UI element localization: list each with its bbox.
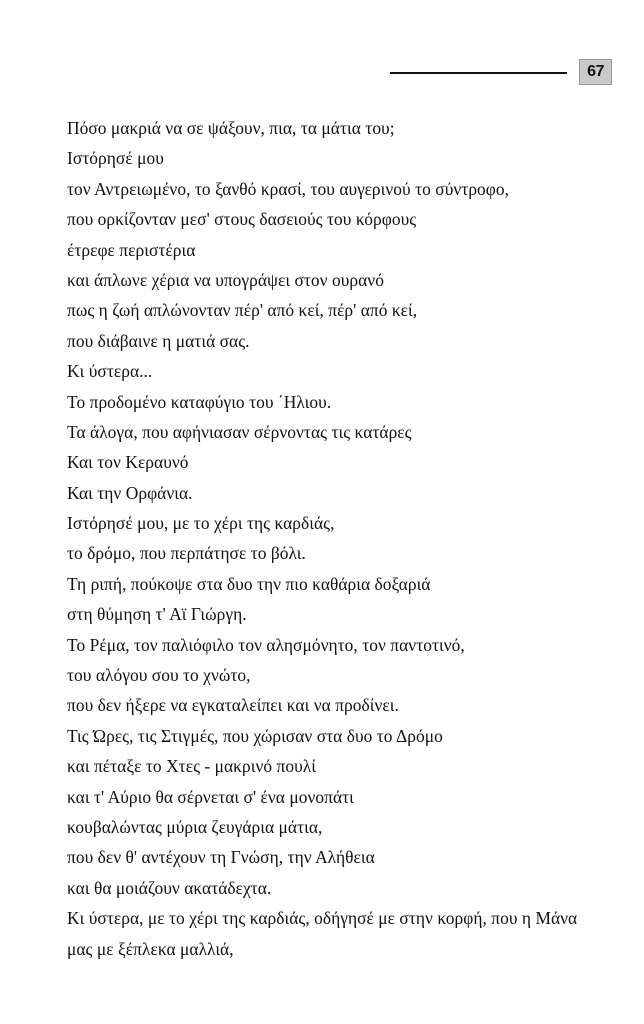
- poem-line: και πέταξε το Χτες - μακρινό πουλί: [67, 756, 316, 777]
- poem-line: και άπλωνε χέρια να υπογράψει στον ουρανό: [67, 269, 384, 290]
- poem-line: το δρόμο, που περπάτησε το βόλι.: [67, 543, 306, 564]
- poem-line: Το Ρέμα, τον παλιόφιλο τον αλησμόνητο, τον παντοτινό,: [67, 634, 465, 655]
- poem-line: έτρεφε περιστέρια: [67, 239, 196, 260]
- poem-line: Ιστόρησέ μου: [67, 148, 164, 169]
- poem-line: Ιστόρησέ μου, με το χέρι της καρδιάς,: [67, 513, 335, 534]
- poem-line: πως η ζωή απλώνονταν πέρ' από κεί, πέρ' από κεί,: [67, 300, 418, 321]
- poem-line: κουβαλώντας μύρια ζευγάρια μάτια,: [67, 816, 323, 837]
- poem-line: στη θύμηση τ' Αϊ Γιώργη.: [67, 604, 247, 625]
- poem-line: τον Αντρειωμένο, το ξανθό κρασί, του αυγερινού το σύντροφο,: [67, 178, 510, 199]
- poem-line: Πόσο μακριά να σε ψάξουν, πια, τα μάτια του;: [67, 118, 395, 138]
- poem-line: Κι ύστερα, με το χέρι της καρδιάς, οδήγησέ με στην κορφή, που η Μάνα: [67, 908, 578, 929]
- poem-text: [67, 113, 627, 964]
- poem-line: Τα άλογα, που αφήνιασαν σέρνοντας τις κατάρες: [67, 421, 412, 442]
- poem-line: Και τον Κεραυνό: [67, 452, 189, 473]
- poem-line: που ορκίζονταν μεσ' στους δασειούς του κόρφους: [67, 209, 417, 230]
- poem-line: Τις Ώρες, τις Στιγμές, που χώρισαν στα δυο το Δρόμο: [67, 725, 443, 746]
- page-number: 67: [579, 59, 612, 85]
- poem-line: μας με ξέπλεκα μαλλιά,: [67, 938, 234, 959]
- poem-line: Και την Ορφάνια.: [67, 482, 193, 503]
- poem-line: που δεν θ' αντέχουν τη Γνώση, την Αλήθεια: [67, 847, 375, 868]
- header-rule: [390, 72, 567, 74]
- poem-line: που δεν ήξερε να εγκαταλείπει και να προδίνει.: [67, 695, 399, 716]
- poem-line: Κι ύστερα...: [67, 361, 153, 382]
- poem-line: Τη ριπή, πούκοψε στα δυο την πιο καθάρια δοξαριά: [67, 573, 431, 594]
- poem-line: Το προδομένο καταφύγιο του ΄Ηλιου.: [67, 391, 332, 412]
- poem-line: και τ' Αύριο θα σέρνεται σ' ένα μονοπάτι: [67, 786, 354, 807]
- poem-line: που διάβαινε η ματιά σας.: [67, 330, 250, 351]
- poem-line: του αλόγου σου το χνώτο,: [67, 665, 251, 686]
- poem-line: και θα μοιάζουν ακατάδεχτα.: [67, 877, 272, 898]
